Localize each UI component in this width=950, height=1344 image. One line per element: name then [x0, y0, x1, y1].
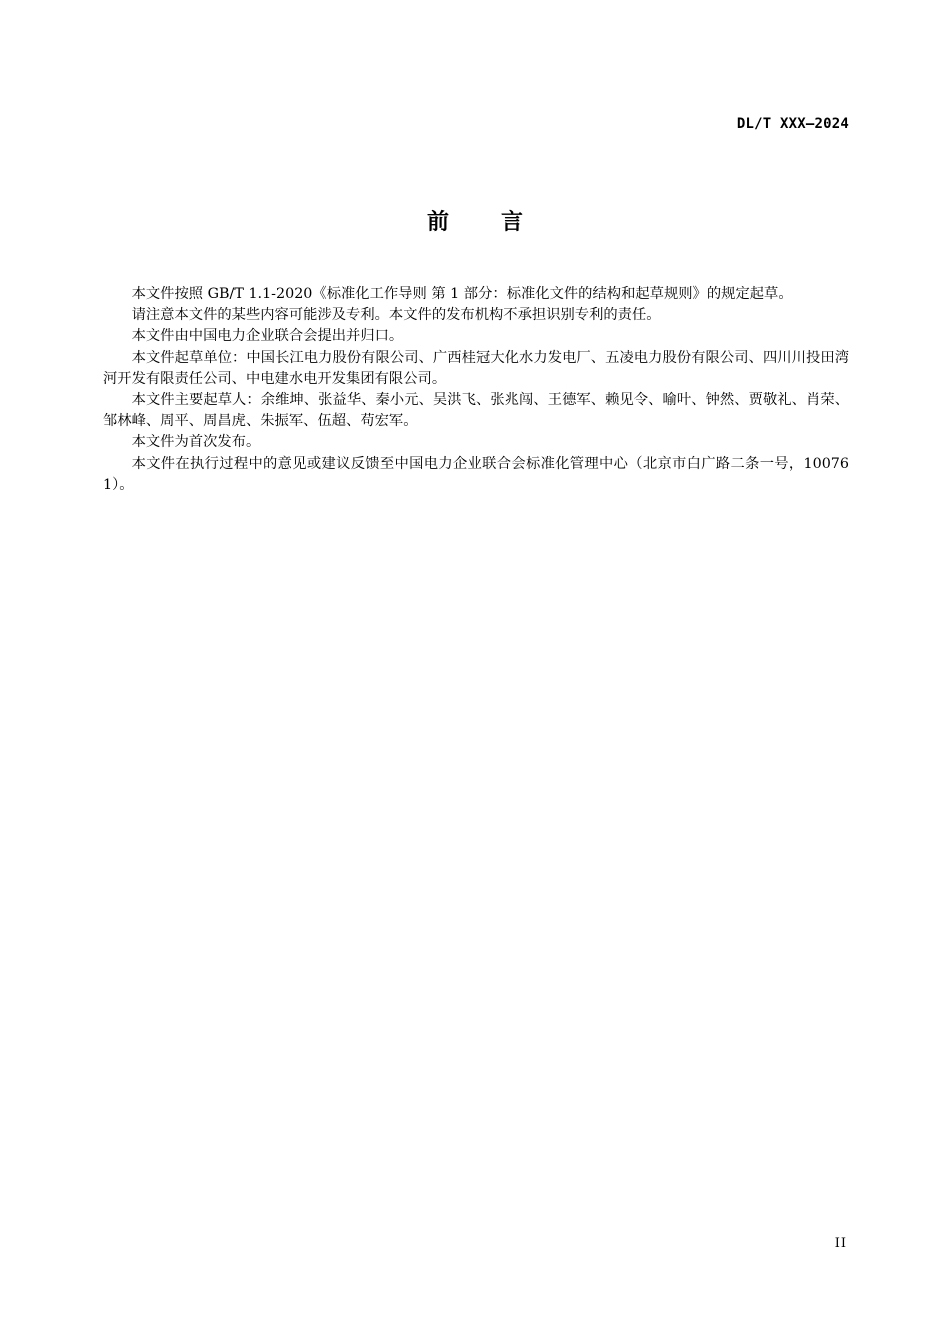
foreword-body — [103, 284, 849, 496]
page-title: 前言 — [426, 210, 575, 235]
paragraph-feedback: 本文件在执行过程中的意见或建议反馈至中国电力企业联合会标准化管理中心（北京市白广路二条一号，100761）。 — [103, 455, 849, 493]
standard-code: DL/T XXX—2024 — [736, 116, 849, 132]
paragraph-first-release: 本文件为首次发布。 — [131, 434, 261, 451]
paragraph-proposer: 本文件由中国电力企业联合会提出并归口。 — [131, 328, 404, 345]
page-number: II — [834, 1236, 847, 1251]
paragraph-drafting-rules: 本文件按照 GB/T 1.1-2020《标准化工作导则 第 1 部分：标准化文件的结构和起草规则》的规定起草。 — [131, 286, 793, 302]
paragraph-patent-notice: 请注意本文件的某些内容可能涉及专利。本文件的发布机构不承担识别专利的责任。 — [131, 307, 661, 324]
paragraph-main-drafters: 本文件主要起草人：余维坤、张益华、秦小元、吴洪飞、张兆闯、王德军、赖见令、喻叶、钟然、贾敬礼、肖荣、邹林峰、周平、周昌虎、朱振军、伍超、苟宏军。 — [103, 392, 849, 430]
paragraph-drafting-units: 本文件起草单位：中国长江电力股份有限公司、广西桂冠大化水力发电厂、五凌电力股份有限公司、四川川投田湾河开发有限责任公司、中电建水电开发集团有限公司。 — [103, 349, 849, 387]
